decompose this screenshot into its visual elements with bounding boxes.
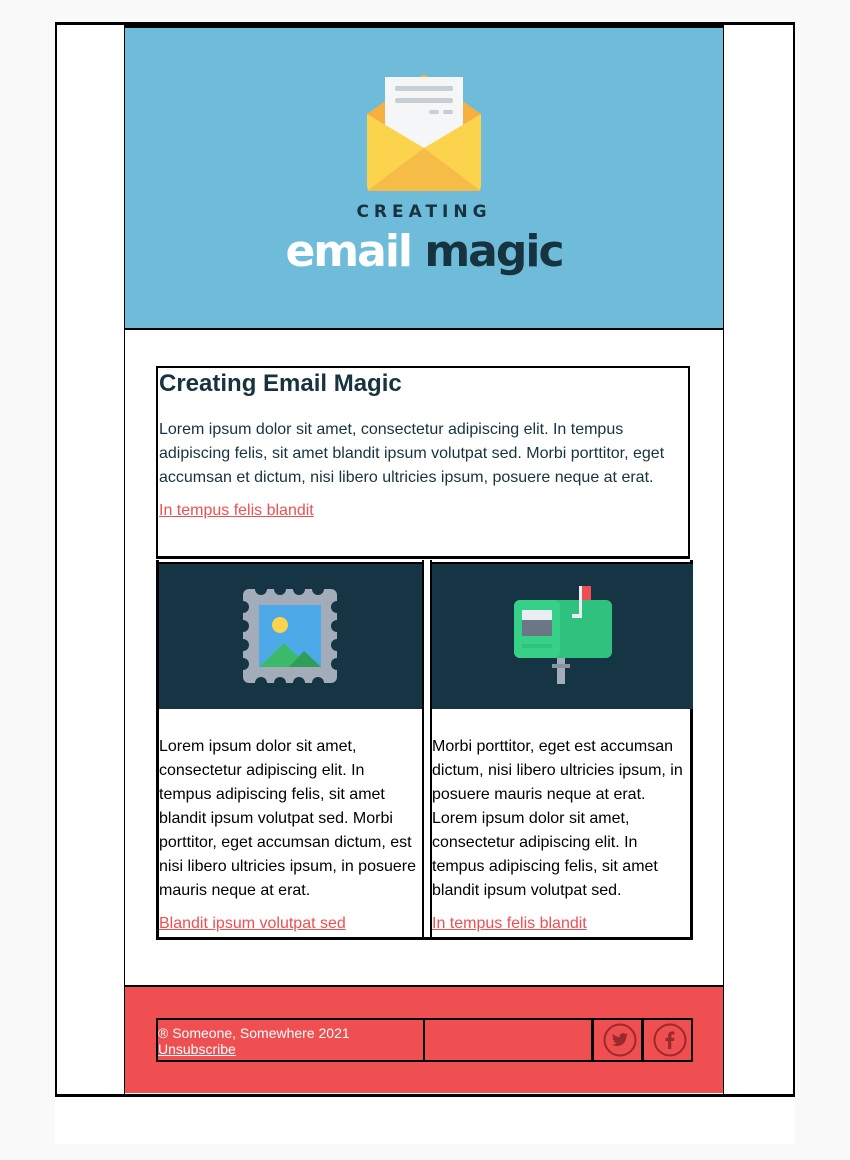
column-right-body: Morbi porttitor, eget est accumsan dictum, nisi libero ultricies ipsum, in posuere mauris neque at erat. Lorem ipsum dolor sit amet, consectetur adipiscing elit. In tempus adipiscing felis, sit amet blandit ipsum volutpat sed. — [432, 738, 683, 899]
facebook-icon — [653, 1023, 687, 1057]
copyright-text: ® Someone, Somewhere 2021 — [158, 1025, 350, 1041]
column-left — [159, 560, 424, 937]
mailbox-icon — [512, 586, 616, 686]
intro-link[interactable]: In tempus felis blandit — [159, 502, 314, 519]
logo-word-magic: magic — [424, 226, 563, 277]
footer-table — [156, 1018, 693, 1062]
footer — [125, 985, 723, 1093]
logo-wordmark — [125, 226, 723, 277]
column-image-mailbox — [432, 562, 693, 709]
footer-text-cell — [158, 1020, 425, 1060]
facebook-button[interactable] — [641, 1020, 691, 1060]
column-right-link[interactable]: In tempus felis blandit — [432, 915, 587, 932]
page-bottom — [55, 1094, 795, 1144]
intro-title: Creating Email Magic — [159, 370, 402, 397]
email-container — [124, 25, 724, 1097]
logo-creating-text: CREATING — [356, 202, 492, 222]
hero-banner — [125, 28, 723, 330]
envelope-icon — [365, 72, 483, 192]
two-column-section — [156, 560, 693, 940]
column-left-body: Lorem ipsum dolor sit amet, consectetur adipiscing elit. In tempus adipiscing felis, sit amet blandit ipsum volutpat sed. Morbi porttitor, eget accumsan dictum, est nisi libero ultricies ipsum, in posuere mauris neque at erat. — [159, 738, 416, 899]
logo-word-email: email — [285, 226, 411, 277]
column-left-link[interactable]: Blandit ipsum volutpat sed — [159, 915, 346, 932]
twitter-button[interactable] — [591, 1020, 641, 1060]
intro-body: Lorem ipsum dolor sit amet, consectetur adipiscing elit. In tempus adipiscing felis, sit amet blandit ipsum volutpat sed. Morbi porttitor, eget accumsan et dictum, nisi libero ultricies ipsum, posuere neque at erat. — [159, 421, 665, 486]
intro-section — [156, 366, 690, 559]
unsubscribe-link[interactable]: Unsubscribe — [158, 1041, 236, 1057]
column-image-stamp — [159, 562, 422, 709]
stamp-icon — [239, 585, 341, 687]
column-right — [430, 560, 693, 937]
twitter-icon — [603, 1023, 637, 1057]
